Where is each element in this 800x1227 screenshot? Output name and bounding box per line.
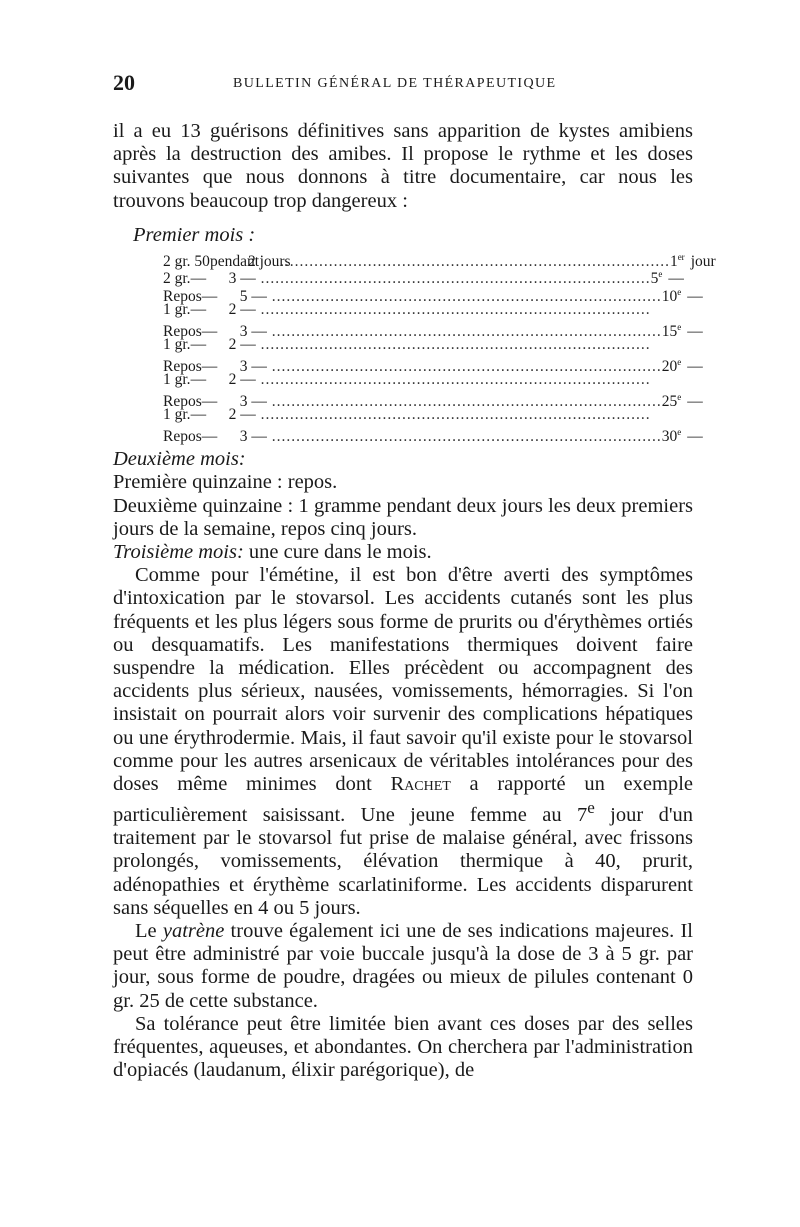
schedule-day-unit: — [687,322,703,340]
schedule-row [163,371,651,389]
yatrene-text-1: Le [135,920,163,942]
schedule-day [651,266,663,288]
schedule-day-unit: — [687,427,703,445]
schedule-separator: — [190,406,207,424]
schedule-day-number: 1 [669,252,678,270]
schedule-day [662,284,682,306]
schedule-day-suffix: er [677,251,685,262]
schedule-day-suffix: e [677,426,682,437]
month3-text: une cure dans le mois. [243,540,432,563]
schedule-day-number: 5 [650,270,659,288]
schedule-day-number: 25 [661,392,678,410]
month2-heading: Deuxième mois: [113,448,246,471]
schedule-period [209,252,291,271]
schedule-duration: 2 — [228,371,256,389]
dot-leader: ................................................................................ [271,287,662,305]
schedule-separator: — [201,392,218,410]
schedule-separator: — [201,287,218,305]
schedule-duration: 3 — [228,270,256,288]
dot-leader: ................................................................................ [260,406,651,424]
intro-paragraph: il a eu 13 guérisons définitives sans apparition de kystes amibiens après la destruction des amibes. Il propose le rythme et les doses suivantes que nous donnons à titre documentaire, car nous les trouvons beaucoup trop dangereux : [113,120,693,212]
schedule-day-unit: — [687,287,703,305]
schedule-separator: — [201,427,218,445]
schedule-day [670,249,685,271]
dot-leader: ................................................................................ [260,270,651,288]
schedule-day [662,319,682,341]
schedule-day [662,389,682,411]
schedule-dose: Repos [163,427,202,445]
yatrene-text-2: trouve également ici une de ses indications majeures. Il peut être administré par voie buccale jusqu'à la dose de 3 à 5 gr. par jour, sous forme de poudre, dragées ou mieux de pilules contenant 0 gr. 25 de cette substance. [113,920,693,1012]
schedule-period [191,371,261,389]
month2-line2: Deuxième quinzaine : 1 gramme pendant deux jours les deux premiers jours de la semaine, repos cinq jours. [113,494,693,540]
schedule-period [191,336,261,354]
dot-leader: ................................................................................ [271,322,662,340]
schedule-separator: — [190,301,207,319]
schedule-day-number: 30 [661,427,678,445]
schedule-duration: 2 — [228,336,256,354]
schedule-day-suffix: e [658,269,663,280]
schedule-duration: 3 — [239,357,267,375]
schedule-day-unit: — [687,357,703,375]
emetine-paragraph [113,564,693,920]
schedule-day-suffix: e [677,356,682,367]
schedule-period [202,428,272,446]
schedule-dose: Repos [163,357,202,375]
schedule-dose: 1 gr. [163,406,191,424]
yatrene-paragraph [113,920,693,1013]
schedule-row [163,354,703,375]
schedule-dose: 2 gr. [163,270,191,288]
schedule-day [662,354,682,376]
schedule-row [163,406,651,424]
schedule-row [163,301,651,319]
dot-leader: ................................................................................ [271,357,662,375]
month1-heading: Premier mois : [133,223,256,246]
schedule-duration: 2 — [228,301,256,319]
schedule-duration: 2 — [228,406,256,424]
dosage-schedule [163,249,716,445]
running-head [113,70,693,94]
dot-leader: ................................................................................ [260,336,651,354]
schedule-duration: 5 — [239,287,267,305]
dot-leader: ................................................................................ [260,301,651,319]
dot-leader: ................................................................................ [271,427,662,445]
schedule-dose: 2 gr. 50 [163,252,210,270]
schedule-dose: Repos [163,322,202,340]
schedule-day-number: 15 [661,322,678,340]
ordinal-sup: e [587,798,595,818]
schedule-day-suffix: e [677,391,682,402]
schedule-dose: 1 gr. [163,371,191,389]
schedule-separator: — [201,357,218,375]
schedule-separator: — [201,322,218,340]
schedule-row [163,336,651,354]
drug-name: yatrène [162,920,225,942]
schedule-day-unit: jour [690,252,716,270]
schedule-duration: 2 jours [247,252,291,270]
schedule-day [662,424,682,446]
schedule-row [163,249,716,270]
schedule-day-number: 10 [661,287,678,305]
schedule-day-suffix: e [677,321,682,332]
schedule-duration: 3 — [239,392,267,410]
schedule-dose: Repos [163,392,202,410]
emetine-text-3: jour d'un traitement par le stovarsol fut prise de malaise général, avec frissons prolongés, vomissements, élévation thermique à 40, prurit, adénopathies et érythème scarlatiniforme. Les accidents disparurent sans séquelles en 4 ou 5 jours. [113,803,694,919]
month3-line [113,541,693,564]
schedule-day-unit: — [687,392,703,410]
schedule-duration: 3 — [239,427,267,445]
schedule-dose: 1 gr. [163,336,191,354]
month2-line1: Première quinzaine : repos. [113,471,338,494]
book-page [113,70,716,1082]
author-name: Rachet [390,772,451,795]
dot-leader: ................................................................................ [279,252,670,270]
schedule-period [191,301,261,319]
dot-leader: ................................................................................ [271,392,662,410]
page-number: 20 [113,70,135,95]
emetine-text-1: Comme pour l'émétine, il est bon d'être averti des symptômes d'intoxication par le stovarsol. Les accidents cutanés sont les plus fréquents et les plus légers sous forme de prurits ou d'érythèmes ortiés ou desquamatifs. Les manifestations thermiques doivent faire suspendre la médication. Elles précèdent ou accompagnent des accidents plus sérieux, nausées, vomissements, hémorragies. Si l'on insistait on pourrait alors voir survenir des complications hépatiques ou une érythrodermie. Mais, il faut savoir qu'il existe pour le stovarsol comme pour les autres arsenicaux de véritables intolérances pour des doses même minimes dont [113,564,693,795]
tolerance-paragraph: Sa tolérance peut être limitée bien avant ces doses par des selles fréquentes, aqueuses, et abondantes. On cherchera par l'administration d'opiacés (laudanum, élixir parégorique), de [113,1012,693,1082]
schedule-separator: — [190,270,207,288]
schedule-day-unit: — [668,270,684,288]
schedule-separator: — [190,371,207,389]
emetine-text-2: a rapporté un exemple particulièrement saisissant. Une jeune femme au 7 [113,772,693,826]
schedule-day-suffix: e [677,286,682,297]
schedule-separator: pendant [209,252,260,270]
schedule-day-number: 20 [661,357,678,375]
schedule-period [191,270,261,288]
schedule-dose: 1 gr. [163,301,191,319]
month3-heading: Troisième mois: [113,540,244,563]
schedule-dose: Repos [163,287,202,305]
schedule-row [163,319,703,340]
dot-leader: ................................................................................ [260,371,651,389]
schedule-period [191,406,261,424]
schedule-separator: — [190,336,207,354]
schedule-row [163,389,703,410]
schedule-duration: 3 — [239,322,267,340]
journal-title: BULLETIN GÉNÉRAL DE THÉRAPEUTIQUE [233,76,557,91]
schedule-row [163,424,703,445]
